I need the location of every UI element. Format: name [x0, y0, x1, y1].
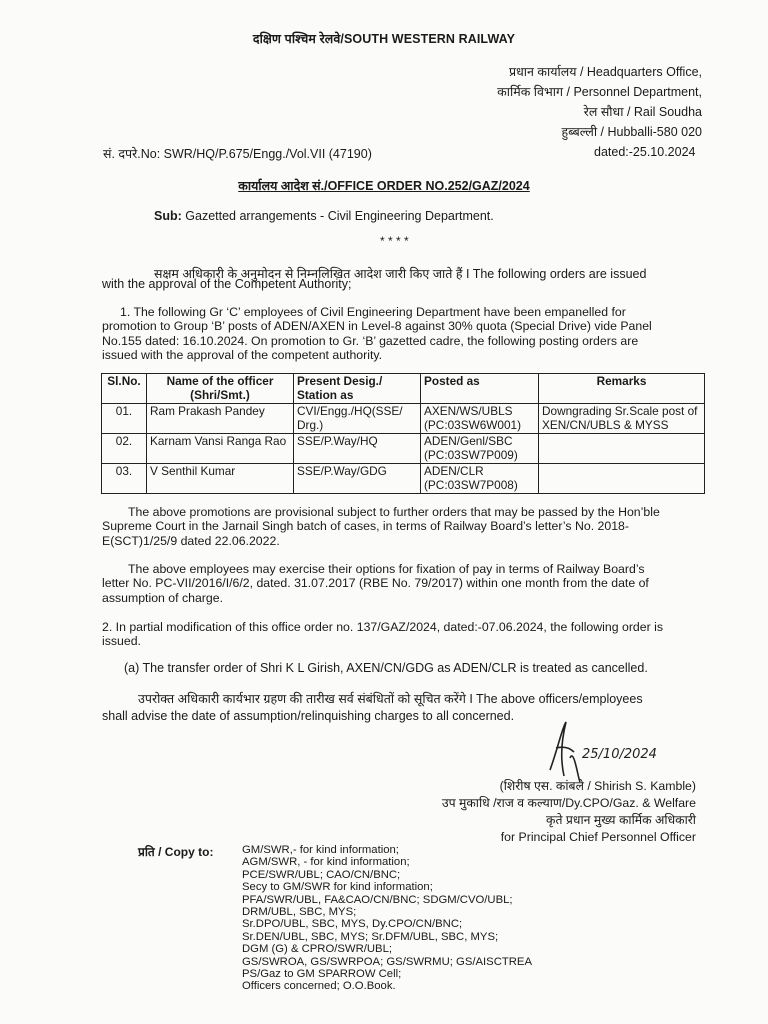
- paragraph-line: Supreme Court in the Jarnail Singh batch of cases, in terms of Railway Board’s letter’s No. 2018-: [102, 519, 629, 534]
- list-item: PCE/SWR/UBL; CAO/CN/BNC;: [242, 868, 401, 881]
- list-item: PS/Gaz to GM SPARROW Cell;: [242, 968, 402, 981]
- cell-present: CVI/Engg./HQ(SSE/ Drg.): [294, 404, 421, 434]
- railway-name-heading: दक्षिण पश्चिम रेलवे/SOUTH WESTERN RAILWAY: [252, 32, 516, 46]
- cell-slno: 02.: [102, 434, 147, 464]
- paragraph-6-line: shall advise the date of assumption/relinquishing charges to all concerned.: [102, 709, 515, 723]
- list-item: GS/SWROA, GS/SWRPOA; GS/SWRMU; GS/AISCTREA: [242, 955, 532, 968]
- paragraph-line: 1. The following Gr ‘C’ employees of Civil Engineering Department have been empanelled for: [120, 305, 626, 319]
- office-order-title: कार्यालय आदेश सं./OFFICE ORDER NO.252/GAZ/2024: [238, 179, 530, 193]
- paragraph-line: promotion to Group ‘B’ posts of ADEN/AXEN in Level-8 against 30% quota (Special Drive) vide Panel: [102, 319, 652, 334]
- table-row: [102, 464, 705, 494]
- copy-to-list: [242, 844, 532, 993]
- cell-name: Ram Prakash Pandey: [147, 404, 294, 434]
- paragraph-4: [102, 620, 706, 649]
- signatory-on-behalf: for Principal Chief Personnel Officer: [500, 830, 696, 844]
- paragraph-line: E(SCT)1/25/9 dated 22.06.2022.: [102, 533, 280, 548]
- list-item: Officers concerned; O.O.Book.: [242, 980, 396, 993]
- col-header-remarks: Remarks: [539, 374, 705, 404]
- subject-text: Gazetted arrangements - Civil Engineering Department.: [185, 209, 494, 223]
- separator-stars: * * * *: [380, 234, 409, 248]
- table-row: [102, 434, 705, 464]
- signature-date: 25/10/2024: [582, 747, 657, 762]
- signatory-on-behalf-hindi: कृते प्रधान मुख्य कार्मिक अधिकारी: [546, 813, 696, 827]
- cell-name: V Senthil Kumar: [147, 464, 294, 494]
- list-item: DGM (G) & CPRO/SWR/UBL;: [242, 943, 393, 956]
- cell-name: Karnam Vansi Ranga Rao: [147, 434, 294, 464]
- cell-remarks: [539, 464, 705, 494]
- office-address-line: रेल सौधा / Rail Soudha: [583, 105, 702, 119]
- paragraph-line: The above employees may exercise their options for fixation of pay in terms of Railway Board’s: [128, 562, 645, 576]
- paragraph-line: issued.: [102, 634, 141, 649]
- list-item: Sr.DEN/UBL, SBC, MYS; Sr.DFM/UBL, SBC, MYS;: [242, 930, 499, 943]
- office-address-line: हुब्बल्ली / Hubballi-580 020: [561, 125, 702, 139]
- cell-present: SSE/P.Way/HQ: [294, 434, 421, 464]
- cell-posted: AXEN/WS/UBLS (PC:03SW6W001): [421, 404, 539, 434]
- col-header-present: Present Desig./ Station as: [294, 374, 421, 404]
- signatory-name: (शिरीष एस. कांबले / Shirish S. Kamble): [499, 779, 696, 793]
- paragraph-line: assumption of charge.: [102, 590, 223, 605]
- cell-slno: 03.: [102, 464, 147, 494]
- list-item: Secy to GM/SWR for kind information;: [242, 881, 433, 894]
- signatory-designation: उप मुकाधि /राज व कल्याण/Dy.CPO/Gaz. & Welfare: [441, 796, 696, 810]
- list-item: GM/SWR,- for kind information;: [242, 844, 399, 856]
- table-header-row: [102, 374, 705, 404]
- col-header-name: Name of the officer (Shri/Smt.): [147, 374, 294, 404]
- list-item: AGM/SWR, - for kind information;: [242, 856, 410, 869]
- paragraph-3: [102, 562, 706, 605]
- paragraph-line: issued with the approval of the competent authority.: [102, 348, 383, 363]
- subject-label: Sub:: [154, 209, 182, 223]
- copy-to-label: प्रति / Copy to:: [138, 845, 214, 859]
- paragraph-5: (a) The transfer order of Shri K L Girish, AXEN/CN/GDG as ADEN/CLR is treated as cancelled.: [124, 661, 648, 675]
- col-header-slno: Sl.No.: [102, 374, 147, 404]
- paragraph-2: [102, 505, 706, 548]
- list-item: DRM/UBL, SBC, MYS;: [242, 906, 357, 919]
- intro-line: सक्षम अधिकारी के अनुमोदन से निम्नलिखित आदेश जारी किए जाते हैं I The following orders are issued: [154, 267, 647, 281]
- office-address-line: प्रधान कार्यालय / Headquarters Office,: [508, 65, 702, 79]
- paragraph-line: No.155 dated: 16.10.2024. On promotion to Gr. ‘B’ gazetted cadre, the following posting orders are: [102, 333, 639, 348]
- cell-remarks: Downgrading Sr.Scale post of XEN/CN/UBLS & MYSS: [539, 404, 705, 434]
- subject-line: [154, 209, 494, 223]
- cell-slno: 01.: [102, 404, 147, 434]
- table-row: [102, 404, 705, 434]
- cell-posted: ADEN/Genl/SBC (PC:03SW7P009): [421, 434, 539, 464]
- col-header-posted: Posted as: [421, 374, 539, 404]
- cell-present: SSE/P.Way/GDG: [294, 464, 421, 494]
- paragraph-6-line: उपरोक्त अधिकारी कार्यभार ग्रहण की तारीख सर्व संबंधितों को सूचित करेंगे I The above officers/employees: [138, 692, 643, 706]
- office-address-line: कार्मिक विभाग / Personnel Department,: [497, 85, 702, 99]
- signatory-block: [442, 778, 696, 846]
- posting-table: [101, 373, 705, 494]
- paragraph-line: letter No. PC-VII/2016/I/6/2, dated. 31.07.2017 (RBE No. 79/2017) within one month from the date of: [102, 576, 649, 591]
- list-item: Sr.DPO/UBL, SBC, MYS, Dy.CPO/CN/BNC;: [242, 918, 463, 931]
- paragraph-line: The above promotions are provisional subject to further orders that may be passed by the Hon’ble: [128, 505, 660, 519]
- reference-number: सं. दपरे.No: SWR/HQ/P.675/Engg./Vol.VII (47190): [103, 147, 372, 161]
- paragraph-1: [102, 305, 706, 363]
- cell-remarks: [539, 434, 705, 464]
- list-item: PFA/SWR/UBL, FA&CAO/CN/BNC; SDGM/CVO/UBL;: [242, 893, 513, 906]
- paragraph-line: 2. In partial modification of this office order no. 137/GAZ/2024, dated:-07.06.2024, the following order is: [102, 620, 663, 634]
- order-date: dated:-25.10.2024: [594, 145, 696, 159]
- intro-line: with the approval of the Competent Authority;: [102, 277, 352, 291]
- cell-posted: ADEN/CLR (PC:03SW7P008): [421, 464, 539, 494]
